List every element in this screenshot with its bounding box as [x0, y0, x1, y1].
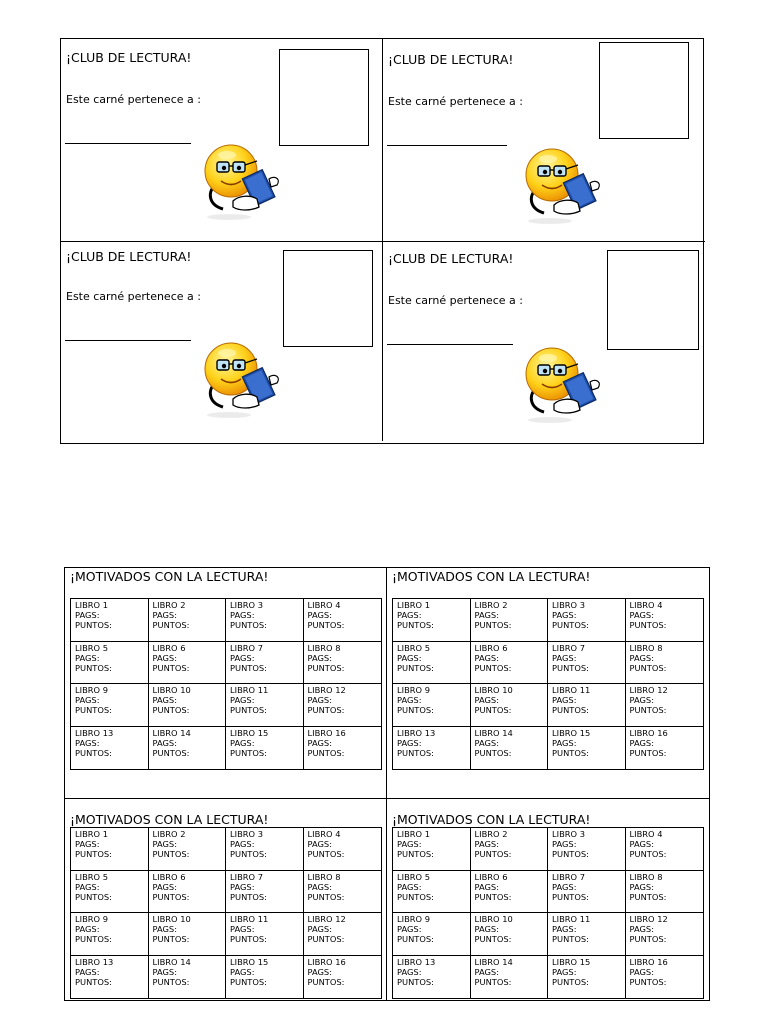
book-label: LIBRO 3	[552, 829, 585, 839]
book-label: LIBRO 2	[152, 829, 186, 839]
book-label: LIBRO 12	[629, 685, 668, 695]
card-owner-label: Este carné pertenece a :	[388, 95, 523, 108]
book-cell	[548, 913, 626, 956]
book-cell	[304, 956, 382, 999]
book-label: LIBRO 9	[75, 685, 108, 695]
book-label: LIBRO 16	[629, 956, 668, 967]
pages-label: PAGS:	[629, 737, 654, 748]
pages-label: PAGS:	[397, 839, 422, 849]
book-label: LIBRO 5	[75, 642, 108, 653]
book-label: LIBRO 10	[152, 685, 191, 695]
book-label: LIBRO 3	[552, 600, 585, 610]
membership-card	[61, 39, 383, 242]
book-label: LIBRO 8	[307, 871, 341, 882]
book-cell	[471, 956, 549, 999]
points-label: PUNTOS:	[474, 934, 512, 944]
reading-smiley-icon	[514, 344, 610, 424]
book-label: LIBRO 1	[397, 600, 430, 610]
book-cell	[626, 642, 704, 685]
book-cell	[548, 871, 626, 914]
pages-label: PAGS:	[75, 652, 100, 663]
reading-log-sheet	[64, 567, 710, 1001]
points-label: PUNTOS:	[230, 934, 267, 944]
points-label: PUNTOS:	[474, 976, 512, 987]
book-cell	[548, 599, 626, 642]
book-cell	[71, 828, 149, 871]
points-label: PUNTOS:	[552, 976, 589, 987]
book-cell	[149, 828, 227, 871]
pages-label: PAGS:	[474, 652, 499, 663]
book-cell	[149, 956, 227, 999]
book-cell	[149, 642, 227, 685]
pages-label: PAGS:	[152, 966, 177, 977]
reading-log-card	[387, 798, 710, 1001]
book-label: LIBRO 4	[307, 829, 341, 839]
card-title: ¡CLUB DE LECTURA!	[388, 52, 514, 67]
book-label: LIBRO 14	[152, 727, 191, 738]
card-owner-label: Este carné pertenece a :	[388, 294, 523, 307]
points-label: PUNTOS:	[474, 705, 512, 715]
reading-log-card	[387, 567, 710, 798]
points-label: PUNTOS:	[307, 849, 345, 859]
pages-label: PAGS:	[307, 610, 332, 620]
name-line	[65, 340, 191, 341]
book-label: LIBRO 7	[552, 642, 585, 653]
pages-label: PAGS:	[152, 652, 177, 663]
points-label: PUNTOS:	[629, 747, 667, 758]
pages-label: PAGS:	[307, 924, 332, 934]
book-cell	[226, 684, 304, 727]
book-cell	[626, 599, 704, 642]
book-label: LIBRO 11	[552, 685, 591, 695]
book-cell	[226, 913, 304, 956]
book-cell	[548, 828, 626, 871]
book-label: LIBRO 10	[152, 914, 191, 924]
pages-label: PAGS:	[397, 737, 422, 748]
book-cell	[71, 599, 149, 642]
book-cell	[226, 599, 304, 642]
name-line	[387, 145, 507, 146]
pages-label: PAGS:	[397, 652, 422, 663]
book-label: LIBRO 16	[307, 727, 346, 738]
book-grid	[70, 598, 382, 770]
card-owner-label: Este carné pertenece a :	[66, 290, 201, 303]
points-label: PUNTOS:	[75, 934, 112, 944]
book-cell	[626, 913, 704, 956]
pages-label: PAGS:	[75, 695, 100, 705]
pages-label: PAGS:	[552, 881, 577, 892]
book-label: LIBRO 4	[629, 600, 663, 610]
pages-label: PAGS:	[75, 924, 100, 934]
points-label: PUNTOS:	[152, 705, 190, 715]
book-label: LIBRO 16	[307, 956, 346, 967]
book-label: LIBRO 1	[75, 829, 108, 839]
points-label: PUNTOS:	[629, 662, 667, 673]
book-label: LIBRO 10	[474, 685, 513, 695]
book-cell	[149, 599, 227, 642]
pages-label: PAGS:	[397, 881, 422, 892]
reading-log-card	[64, 798, 387, 1001]
book-cell	[393, 871, 471, 914]
points-label: PUNTOS:	[474, 747, 512, 758]
points-label: PUNTOS:	[629, 976, 667, 987]
points-label: PUNTOS:	[629, 620, 667, 630]
pages-label: PAGS:	[552, 966, 577, 977]
points-label: PUNTOS:	[230, 976, 267, 987]
points-label: PUNTOS:	[230, 849, 267, 859]
book-label: LIBRO 10	[474, 914, 513, 924]
book-label: LIBRO 11	[230, 914, 269, 924]
pages-label: PAGS:	[474, 966, 499, 977]
pages-label: PAGS:	[629, 881, 654, 892]
pages-label: PAGS:	[307, 881, 332, 892]
book-cell	[71, 727, 149, 770]
points-label: PUNTOS:	[397, 934, 434, 944]
book-label: LIBRO 3	[230, 829, 263, 839]
points-label: PUNTOS:	[307, 747, 345, 758]
book-cell	[626, 727, 704, 770]
points-label: PUNTOS:	[75, 976, 112, 987]
pages-label: PAGS:	[397, 695, 422, 705]
pages-label: PAGS:	[474, 839, 499, 849]
book-label: LIBRO 13	[397, 727, 436, 738]
points-label: PUNTOS:	[152, 620, 190, 630]
book-label: LIBRO 1	[397, 829, 430, 839]
points-label: PUNTOS:	[552, 747, 589, 758]
points-label: PUNTOS:	[629, 705, 667, 715]
points-label: PUNTOS:	[397, 976, 434, 987]
card-title: ¡CLUB DE LECTURA!	[66, 249, 192, 264]
points-label: PUNTOS:	[307, 891, 345, 902]
book-cell	[226, 828, 304, 871]
pages-label: PAGS:	[552, 924, 577, 934]
book-label: LIBRO 16	[629, 727, 668, 738]
points-label: PUNTOS:	[152, 662, 190, 673]
pages-label: PAGS:	[230, 610, 255, 620]
book-cell	[471, 871, 549, 914]
pages-label: PAGS:	[152, 695, 177, 705]
book-cell	[471, 642, 549, 685]
pages-label: PAGS:	[230, 652, 255, 663]
reading-log-card	[64, 567, 387, 798]
book-label: LIBRO 14	[474, 956, 513, 967]
pages-label: PAGS:	[397, 610, 422, 620]
book-cell	[393, 913, 471, 956]
pages-label: PAGS:	[629, 652, 654, 663]
book-label: LIBRO 5	[397, 642, 430, 653]
book-label: LIBRO 5	[75, 871, 108, 882]
book-label: LIBRO 15	[230, 956, 269, 967]
pages-label: PAGS:	[230, 695, 255, 705]
log-title: ¡MOTIVADOS CON LA LECTURA!	[392, 812, 591, 827]
points-label: PUNTOS:	[75, 620, 112, 630]
book-label: LIBRO 6	[474, 642, 508, 653]
book-label: LIBRO 6	[152, 642, 186, 653]
reading-smiley-icon	[193, 141, 289, 221]
book-cell	[149, 913, 227, 956]
book-grid	[392, 827, 704, 999]
pages-label: PAGS:	[75, 966, 100, 977]
points-label: PUNTOS:	[152, 891, 190, 902]
book-label: LIBRO 13	[75, 956, 114, 967]
book-label: LIBRO 8	[307, 642, 341, 653]
pages-label: PAGS:	[307, 737, 332, 748]
pages-label: PAGS:	[152, 839, 177, 849]
pages-label: PAGS:	[629, 966, 654, 977]
book-label: LIBRO 9	[397, 914, 430, 924]
points-label: PUNTOS:	[75, 891, 112, 902]
points-label: PUNTOS:	[230, 891, 267, 902]
membership-card	[383, 238, 705, 441]
book-cell	[226, 871, 304, 914]
membership-card	[383, 39, 705, 242]
book-label: LIBRO 13	[75, 727, 114, 738]
book-cell	[71, 956, 149, 999]
book-grid	[392, 598, 704, 770]
membership-card	[61, 238, 383, 441]
book-cell	[548, 956, 626, 999]
book-label: LIBRO 12	[307, 914, 346, 924]
points-label: PUNTOS:	[474, 891, 512, 902]
pages-label: PAGS:	[230, 966, 255, 977]
book-cell	[393, 642, 471, 685]
points-label: PUNTOS:	[307, 620, 345, 630]
points-label: PUNTOS:	[230, 705, 267, 715]
book-label: LIBRO 8	[629, 642, 663, 653]
book-cell	[548, 642, 626, 685]
book-cell	[304, 871, 382, 914]
book-cell	[393, 684, 471, 727]
points-label: PUNTOS:	[397, 849, 434, 859]
book-cell	[149, 727, 227, 770]
points-label: PUNTOS:	[230, 662, 267, 673]
points-label: PUNTOS:	[397, 747, 434, 758]
points-label: PUNTOS:	[629, 934, 667, 944]
book-label: LIBRO 9	[397, 685, 430, 695]
book-cell	[226, 956, 304, 999]
book-label: LIBRO 7	[552, 871, 585, 882]
book-label: LIBRO 1	[75, 600, 108, 610]
pages-label: PAGS:	[230, 737, 255, 748]
points-label: PUNTOS:	[75, 747, 112, 758]
points-label: PUNTOS:	[307, 705, 345, 715]
book-cell	[471, 599, 549, 642]
book-cell	[471, 727, 549, 770]
book-label: LIBRO 13	[397, 956, 436, 967]
points-label: PUNTOS:	[474, 620, 512, 630]
card-title: ¡CLUB DE LECTURA!	[388, 251, 514, 266]
pages-label: PAGS:	[629, 610, 654, 620]
book-cell	[626, 684, 704, 727]
book-cell	[149, 871, 227, 914]
points-label: PUNTOS:	[629, 891, 667, 902]
pages-label: PAGS:	[152, 610, 177, 620]
pages-label: PAGS:	[552, 610, 577, 620]
reading-club-cards-sheet	[60, 38, 704, 444]
points-label: PUNTOS:	[75, 849, 112, 859]
book-label: LIBRO 5	[397, 871, 430, 882]
points-label: PUNTOS:	[397, 620, 434, 630]
card-owner-label: Este carné pertenece a :	[66, 93, 201, 106]
book-cell	[548, 684, 626, 727]
book-cell	[71, 913, 149, 956]
points-label: PUNTOS:	[397, 705, 434, 715]
pages-label: PAGS:	[75, 839, 100, 849]
book-cell	[304, 599, 382, 642]
book-cell	[548, 727, 626, 770]
points-label: PUNTOS:	[629, 849, 667, 859]
pages-label: PAGS:	[474, 695, 499, 705]
points-label: PUNTOS:	[230, 620, 267, 630]
points-label: PUNTOS:	[152, 849, 190, 859]
book-cell	[226, 727, 304, 770]
photo-box	[283, 250, 373, 347]
points-label: PUNTOS:	[152, 747, 190, 758]
book-label: LIBRO 7	[230, 642, 263, 653]
book-label: LIBRO 6	[152, 871, 186, 882]
book-cell	[304, 913, 382, 956]
book-cell	[393, 727, 471, 770]
pages-label: PAGS:	[152, 881, 177, 892]
book-cell	[71, 642, 149, 685]
log-title: ¡MOTIVADOS CON LA LECTURA!	[70, 812, 269, 827]
pages-label: PAGS:	[230, 924, 255, 934]
card-title: ¡CLUB DE LECTURA!	[66, 50, 192, 65]
pages-label: PAGS:	[397, 966, 422, 977]
pages-label: PAGS:	[152, 737, 177, 748]
pages-label: PAGS:	[474, 881, 499, 892]
points-label: PUNTOS:	[552, 891, 589, 902]
book-cell	[393, 956, 471, 999]
book-label: LIBRO 11	[552, 914, 591, 924]
points-label: PUNTOS:	[397, 662, 434, 673]
pages-label: PAGS:	[552, 839, 577, 849]
pages-label: PAGS:	[629, 924, 654, 934]
book-cell	[71, 684, 149, 727]
book-label: LIBRO 7	[230, 871, 263, 882]
points-label: PUNTOS:	[230, 747, 267, 758]
book-cell	[471, 828, 549, 871]
points-label: PUNTOS:	[307, 934, 345, 944]
log-title: ¡MOTIVADOS CON LA LECTURA!	[392, 569, 591, 584]
pages-label: PAGS:	[474, 610, 499, 620]
book-cell	[304, 727, 382, 770]
book-grid	[70, 827, 382, 999]
book-label: LIBRO 15	[230, 727, 269, 738]
photo-box	[599, 42, 689, 139]
book-cell	[626, 871, 704, 914]
book-label: LIBRO 9	[75, 914, 108, 924]
book-label: LIBRO 14	[152, 956, 191, 967]
points-label: PUNTOS:	[552, 705, 589, 715]
points-label: PUNTOS:	[307, 976, 345, 987]
book-label: LIBRO 2	[474, 829, 508, 839]
points-label: PUNTOS:	[474, 662, 512, 673]
log-title: ¡MOTIVADOS CON LA LECTURA!	[70, 569, 269, 584]
points-label: PUNTOS:	[552, 620, 589, 630]
pages-label: PAGS:	[629, 839, 654, 849]
book-label: LIBRO 12	[629, 914, 668, 924]
book-label: LIBRO 8	[629, 871, 663, 882]
reading-smiley-icon	[193, 339, 289, 419]
pages-label: PAGS:	[307, 695, 332, 705]
pages-label: PAGS:	[552, 737, 577, 748]
book-label: LIBRO 15	[552, 956, 591, 967]
points-label: PUNTOS:	[552, 934, 589, 944]
pages-label: PAGS:	[75, 737, 100, 748]
points-label: PUNTOS:	[474, 849, 512, 859]
book-cell	[393, 828, 471, 871]
book-label: LIBRO 2	[474, 600, 508, 610]
name-line	[65, 143, 191, 144]
book-cell	[226, 642, 304, 685]
pages-label: PAGS:	[307, 966, 332, 977]
reading-smiley-icon	[514, 145, 610, 225]
book-cell	[71, 871, 149, 914]
book-cell	[626, 828, 704, 871]
book-label: LIBRO 3	[230, 600, 263, 610]
book-cell	[393, 599, 471, 642]
book-cell	[304, 642, 382, 685]
pages-label: PAGS:	[307, 839, 332, 849]
pages-label: PAGS:	[152, 924, 177, 934]
pages-label: PAGS:	[474, 737, 499, 748]
name-line	[387, 344, 513, 345]
pages-label: PAGS:	[629, 695, 654, 705]
book-cell	[626, 956, 704, 999]
points-label: PUNTOS:	[552, 849, 589, 859]
pages-label: PAGS:	[230, 881, 255, 892]
points-label: PUNTOS:	[152, 976, 190, 987]
pages-label: PAGS:	[75, 881, 100, 892]
points-label: PUNTOS:	[75, 662, 112, 673]
pages-label: PAGS:	[230, 839, 255, 849]
book-label: LIBRO 15	[552, 727, 591, 738]
book-label: LIBRO 12	[307, 685, 346, 695]
points-label: PUNTOS:	[75, 705, 112, 715]
book-label: LIBRO 2	[152, 600, 186, 610]
book-label: LIBRO 6	[474, 871, 508, 882]
points-label: PUNTOS:	[307, 662, 345, 673]
pages-label: PAGS:	[474, 924, 499, 934]
photo-box	[607, 250, 699, 350]
points-label: PUNTOS:	[397, 891, 434, 902]
book-cell	[149, 684, 227, 727]
pages-label: PAGS:	[397, 924, 422, 934]
photo-box	[279, 49, 369, 146]
pages-label: PAGS:	[307, 652, 332, 663]
pages-label: PAGS:	[75, 610, 100, 620]
book-label: LIBRO 4	[629, 829, 663, 839]
book-label: LIBRO 14	[474, 727, 513, 738]
pages-label: PAGS:	[552, 695, 577, 705]
book-label: LIBRO 4	[307, 600, 341, 610]
book-label: LIBRO 11	[230, 685, 269, 695]
book-cell	[471, 913, 549, 956]
points-label: PUNTOS:	[552, 662, 589, 673]
pages-label: PAGS:	[552, 652, 577, 663]
book-cell	[304, 684, 382, 727]
points-label: PUNTOS:	[152, 934, 190, 944]
book-cell	[471, 684, 549, 727]
book-cell	[304, 828, 382, 871]
